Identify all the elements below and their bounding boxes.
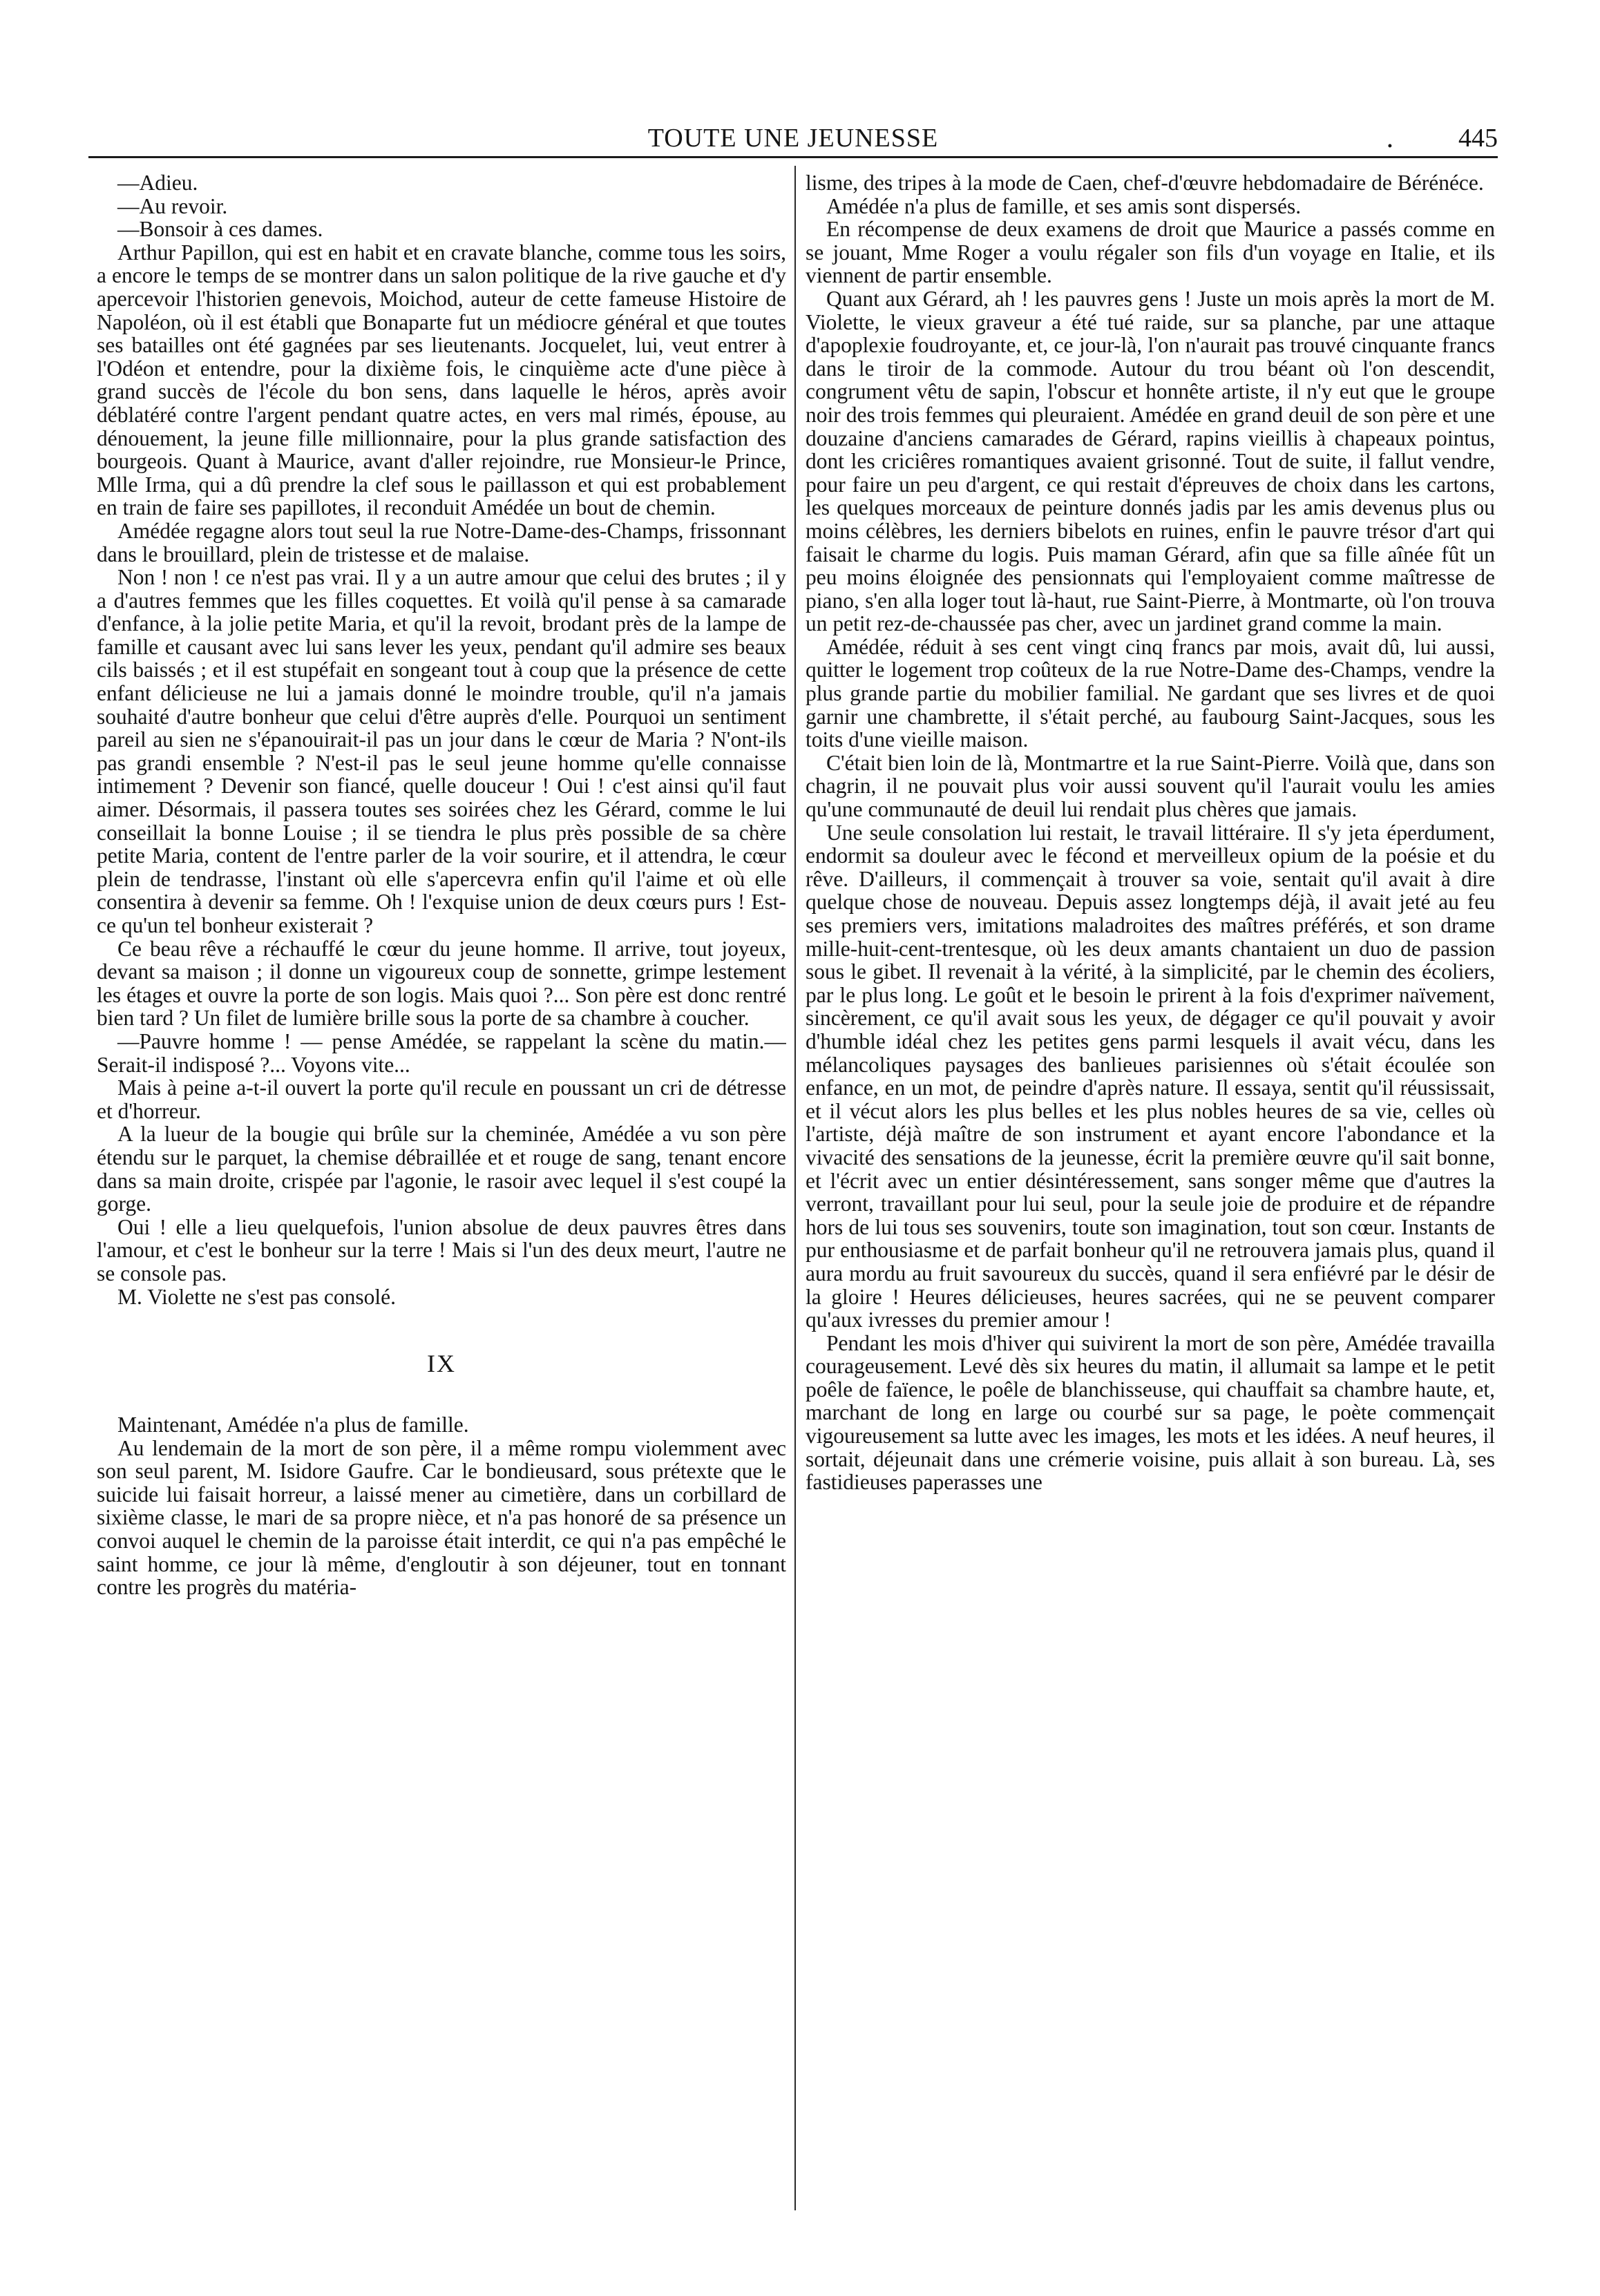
paragraph: Quant aux Gérard, ah ! les pauvres gens ! Juste un mois après la mort de M. Violette, le vieux graveur a été tué raide, sur sa planche, par une attaque d'apoplexie foudroyante, et, ce jour-là, l'on n'aurait pas trouvé cinquante francs dans le tiroir de la commode. Autour du trou béant où l'on descendit, congrument vêtu de sapin, l'obscur et honnête artiste, il n'y eut que le groupe noir des trois femmes qui pleuraient. Amédée en grand deuil de son père et une douzaine d'anciens camarades de Gérard, rapins vieillis à chapeaux pointus, dont les criciêres romantiques avaient grisonné. Tout de suite, il fallut vendre, pour faire un peu d'argent, ce qui restait d'épreuves de choix dans les cartons, les quelques morceaux de peinture donnés jadis par les amis devenus plus ou moins célèbres, les derniers bibelots en ruines, enfin le pauvre trésor d'art qui faisait le charme du logis. Puis maman Gérard, afin que sa fille aînée fût un peu moins éloignée des pensionnats qui l'employaient comme maîtresse de piano, s'en alla loger tout là-haut, rue Saint-Pierre, à Montmarte, où l'on trouva un petit rez-de-chaussée pas cher, avec un jardinet grand comme la main. — [806, 286, 1495, 636]
paragraph: —Pauvre homme ! — pense Amédée, se rappelant la scène du matin.— Serait-il indisposé ?... Voyons vite... — [97, 1029, 786, 1077]
paragraph: —Adieu. — [117, 171, 198, 195]
paragraph: Non ! non ! ce n'est pas vrai. Il y a un autre amour que celui des brutes ; il y a d'autres femmes que les filles coquettes. Et voilà qu'il pense à sa camarade d'enfance, à la jolie petite Maria, et qu'il la revoit, brodant près de la lampe de famille et causant avec lui sans lever les yeux, pendant qu'il admire ses beaux cils baissés ; et il est stupéfait en songeant tout à coup que la présence de cette enfant délicieuse ne lui a jamais donné le moindre trouble, qu'il n'a jamais souhaité d'autre bonheur que celui d'être auprès d'elle. Pourquoi un sentiment pareil au sien ne s'épanouirait-il pas un jour dans le cœur de Maria ? N'ont-ils pas grandi ensemble ? N'est-il pas le seul jeune homme qu'elle connaisse intimement ? Devenir son fiancé, quelle douceur ! Oui ! c'est ainsi qu'il faut aimer. Désormais, il passera toutes ses soirées chez les Gérard, comme le lui conseillait la bonne Louise ; il se tiendra le plus près possible de sa chère petite Maria, content de l'entre parler de la voir sourire, et il attendra, le cœur plein de tendrasse, l'instant où elle s'apercevra enfin qu'il l'aime et où elle consentira à devenir sa femme. Oh ! l'exquise union de deux cœurs purs ! Est-ce qu'un tel bonheur existerait ? — [97, 565, 786, 937]
paragraph: En récompense de deux examens de droit que Maurice a passés comme en se jouant, Mme Roger a voulu régaler son fils d'un voyage en Italie, et ils viennent de partir ensemble. — [806, 217, 1495, 288]
paragraph: Une seule consolation lui restait, le travail littéraire. Il s'y jeta éperdument, endormit sa douleur avec le fécond et merveilleux opium de la poésie et du rêve. D'ailleurs, il commençait à trouver sa voie, sentait qu'il avait à dire quelque chose de nouveau. Depuis assez longtemps déjà, il avait jeté au feu ses premiers vers, imitations maladroites des maîtres préférés, et son drame mille-huit-cent-trentesque, où les deux amants chantaient un duo de passion sous le gibet. Il revenait à la vérité, à la simplicité, par le chemin des écoliers, par le plus long. Le goût et le besoin le prirent à la fois d'exprimer naïvement, sincèrement, ce qu'il avait sous les yeux, de dégager ce qu'il pouvait y avoir d'humble idéal chez les petites gens parmi lesquels il avait vécu, dans les mélancoliques paysages des banlieues parisiennes où s'était écoulée son enfance, en un mot, de peindre d'après nature. Il essaya, sentit qu'il réussissait, et il vécut alors les plus belles et les plus nobles heures de sa vie, celles où l'artiste, déjà maître de son instrument et ayant encore l'abondance et la vivacité des sensations de la jeunesse, écrit la première œuvre qu'il sait bonne, et l'écrit avec un entier désintéressement, sans songer même que d'autres la verront, travaillant pour lui seul, pour la seule joie de produire et de répandre hors de lui tous ses souvenirs, toute son imagination, tout son cœur. Instants de pur enthousiasme et de parfait bonheur qu'il ne retrouvera jamais plus, quand il aura mordu au fruit savoureux du succès, quand il sera enfiévré par le désir de la gloire ! Heures délicieuses, heures sacrées, qui ne se peuvent comparer qu'aux ivresses du premier amour ! — [806, 820, 1495, 1332]
paragraph: Maintenant, Amédée n'a plus de famille. — [117, 1413, 469, 1437]
page-number: 445 — [1458, 124, 1498, 153]
left-column — [97, 171, 786, 2216]
paragraph: Au lendemain de la mort de son père, il a même rompu violemment avec son seul parent, M. Isidore Gaufre. Car le bondieusard, sous prétexte que le suicide lui faisait horreur, a laissé mener au cimetière, dans un corbillard de sixième classe, le mari de sa propre nièce, et n'a pas honoré de sa présence un convoi auquel le chemin de la paroisse était interdit, ce qui n'a pas empêché le saint homme, ce jour là même, d'engloutir à son déjeuner, tout en tonnant contre les progrès du matéria- — [97, 1435, 786, 1600]
paragraph: —Bonsoir à ces dames. — [117, 217, 323, 242]
paragraph: Arthur Papillon, qui est en habit et en cravate blanche, comme tous les soirs, a encore le temps de se montrer dans un salon politique de la rive gauche et d'y apercevoir l'historien genevois, Moichod, auteur de cette fameuse Histoire de Napoléon, où il est établi que Bonaparte fut un médiocre général et que toutes ses batailles ont été gagnées par ses lieutenants. Jocquelet, lui, veut entrer à l'Odéon et entendre, pour la dixième fois, le cinquième acte d'une pièce à grand succès de l'école du bon sens, dans laquelle le héros, après avoir déblatéré contre l'argent pendant quatre actes, en vers mal rimés, épouse, au dénouement, la jeune fille millionnaire, pour la plus grande satisfaction des bourgeois. Quant à Maurice, avant d'aller rejoindre, rue Monsieur-le Prince, Mlle Irma, qui a dû prendre la clef sous le paillasson et qui est probablement en train de faire ses papillotes, il reconduit Amédée un bout de chemin. — [97, 240, 786, 520]
paragraph: Amédée regagne alors tout seul la rue Notre-Dame-des-Champs, frissonnant dans le brouillard, plein de tristesse et de malaise. — [97, 518, 786, 566]
paragraph: M. Violette ne s'est pas consolé. — [117, 1284, 397, 1309]
running-title: TOUTE UNE JEUNESSE — [647, 124, 939, 153]
header-rule — [88, 156, 1498, 158]
paragraph: Amédée, réduit à ses cent vingt cinq francs par mois, avait dû, lui aussi, quitter le logement trop coûteux de la rue Notre-Dame des-Champs, vendre la plus grande partie du mobilier familial. Ne gardant que ses livres et de quoi garnir une chambrette, il s'était perché, au faubourg Saint-Jacques, sous les toits d'une vieille maison. — [806, 634, 1495, 752]
section-heading: IX — [427, 1350, 456, 1378]
running-head-dot: . — [1385, 123, 1394, 153]
paragraph: Amédée n'a plus de famille, et ses amis sont dispersés. — [826, 193, 1302, 218]
paragraph: Pendant les mois d'hiver qui suivirent la mort de son père, Amédée travailla courageusement. Levé dès six heures du matin, il allumait sa lampe et le petit poêle de faïence, le poêle de blanchisseuse, qui chauffait sa chambre haute, et, marchant de long en large ou courbé sur sa page, le poète commençait vigoureusement sa lutte avec les images, les mots et les idées. A neuf heures, il sortait, déjeunait dans une crémerie voisine, puis allait à son bureau. Là, ses fastidieuses paperasses une — [806, 1330, 1495, 1495]
paragraph: lisme, des tripes à la mode de Caen, chef-d'œuvre hebdomadaire de Bérénéce. — [806, 171, 1484, 195]
right-column — [806, 171, 1495, 2216]
paragraph: Mais à peine a-t-il ouvert la porte qu'il recule en poussant un cri de détresse et d'horreur. — [97, 1075, 786, 1123]
paragraph: —Au revoir. — [117, 193, 228, 218]
running-head — [88, 123, 1498, 164]
paragraph: Ce beau rêve a réchauffé le cœur du jeune homme. Il arrive, tout joyeux, devant sa maison ; il donne un vigoureux coup de sonnette, grimpe lestement les étages et ouvre la porte de son logis. Mais quoi ?... Son père est donc rentré bien tard ? Un filet de lumière brille sous la porte de sa chambre à coucher. — [97, 936, 786, 1031]
paragraph: A la lueur de la bougie qui brûle sur la cheminée, Amédée a vu son père étendu sur le parquet, la chemise débraillée et et rouge de sang, tenant encore dans sa main droite, crispée par l'agonie, le rasoir avec lequel il s'est coupé la gorge. — [97, 1122, 786, 1216]
paragraph: C'était bien loin de là, Montmartre et la rue Saint-Pierre. Voilà que, dans son chagrin, il ne pouvait plus voir aussi souvent qu'il l'aurait voulu les amies qu'une communauté de deuil lui rendait plus chères que jamais. — [806, 750, 1495, 822]
column-divider — [794, 166, 796, 2210]
paragraph: Oui ! elle a lieu quelquefois, l'union absolue de deux pauvres êtres dans l'amour, et c'est le bonheur sur la terre ! Mais si l'un des deux meurt, l'autre ne se console pas. — [97, 1214, 786, 1285]
